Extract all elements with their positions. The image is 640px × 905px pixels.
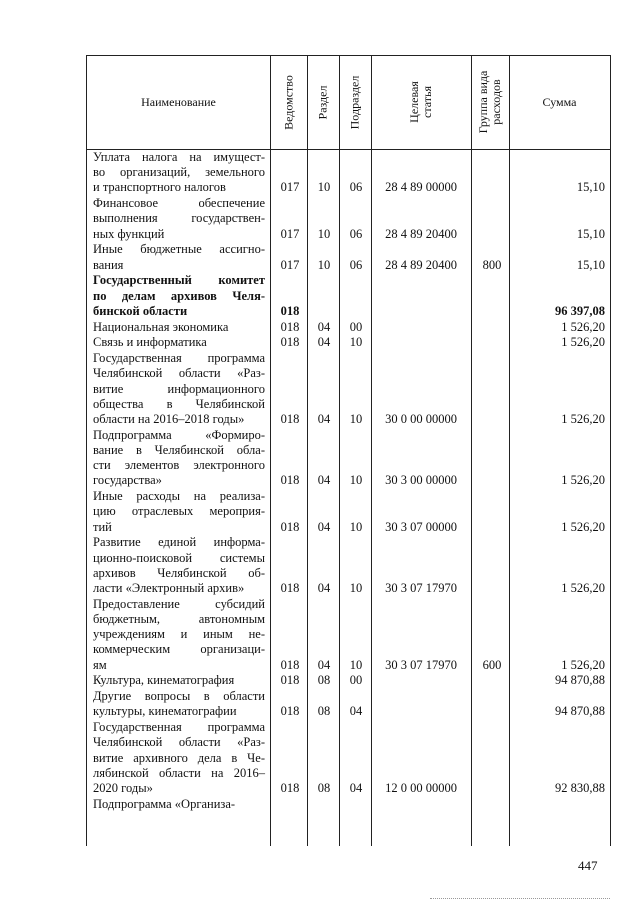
row-name-line: Связь и информатика [93,335,207,350]
row-name-line: и транспортного налогов [93,180,226,195]
row-name-line: Государственная программа [93,351,265,366]
row-dept: 018 [280,581,300,595]
header-target [408,64,434,140]
column-divider [339,56,340,846]
row-section: 04 [317,473,331,488]
row-target: 28 4 89 00000 [385,180,457,195]
row-subsection: 06 [349,257,363,272]
row-name-line: Иные расходы на реализа- [93,489,265,504]
row-dept: 018 [280,412,300,426]
column-divider [371,56,372,846]
row-name [93,489,265,535]
row-section: 04 [317,657,331,672]
row-name-line: Челябинской области «Раз- [93,735,265,750]
row-dept: 018 [280,704,300,719]
row-name [93,351,265,427]
row-name-line: витие архивного дела в Че- [93,750,265,765]
row-name-line: витие информационного [93,381,265,396]
row-name-line: архивов Челябинской об- [93,565,265,580]
header-group-line1: Группа вида [476,70,490,134]
row-section: 08 [317,673,331,688]
row-dept: 018 [280,303,300,318]
row-sum: 15,10 [576,180,605,195]
row-name-line: бинской области [93,303,188,318]
row-name-line: вания [93,257,124,272]
row-name-line: Подпрограмма «Формиро- [93,427,265,442]
row-sum: 1 526,20 [561,335,605,350]
row-sum: 1 526,20 [561,319,605,334]
row-name-line: государства» [93,473,162,488]
header-group-line2: расходов [489,79,503,125]
row-section: 08 [317,781,331,795]
row-dept: 017 [280,180,300,195]
row-name-line: учреждениям и иным не- [93,627,265,642]
row-section: 04 [317,412,331,426]
row-name [93,797,265,812]
row-section: 04 [317,319,331,334]
row-subsection: 06 [349,226,363,241]
row-name-line: Государственный комитет [93,273,265,288]
page-number: 447 [578,858,598,873]
row-name [93,689,265,719]
row-subsection: 10 [349,412,363,426]
row-sum: 15,10 [576,257,605,272]
row-name-line: ных функций [93,226,165,241]
row-name-line: Культура, кинематография [93,673,235,688]
row-name-line: Предоставление субсидий [93,596,265,611]
row-sum: 1 526,20 [561,519,605,534]
row-name [93,673,265,688]
row-name-line: Государственная программа [93,720,265,735]
row-subsection: 10 [349,335,363,350]
row-name [93,150,265,196]
row-dept: 018 [280,781,300,795]
row-name-line: Национальная экономика [93,319,229,334]
row-sum: 1 526,20 [561,412,605,426]
row-name-line: Иные бюджетные ассигно- [93,242,265,257]
row-name-line: Подпрограмма «Организа- [93,796,236,811]
header-sum: Сумма [542,95,577,109]
row-subsection: 06 [349,180,363,195]
row-subsection: 00 [349,673,363,688]
column-divider [270,56,271,846]
row-name-line: Челябинской области «Раз- [93,366,265,381]
row-name-line: цию отраслевых мероприя- [93,504,265,519]
budget-table [86,55,611,846]
row-name [93,597,265,673]
row-name-line: тий [93,519,112,534]
row-name-line: ласти «Электронный архив» [93,581,245,595]
row-dept: 017 [280,226,300,241]
row-sum: 1 526,20 [561,473,605,488]
row-name-line: Уплата налога на имущест- [93,150,265,164]
row-name [93,196,265,242]
row-name-line: ям [93,657,107,672]
header-subsection: Подраздел [347,75,362,130]
row-name [93,335,265,350]
row-subsection: 04 [349,704,363,719]
header-dept: Ведомство [281,75,296,130]
row-name-line: 2020 годы» [93,781,153,795]
row-name-line: ционно-поисковой системы [93,550,265,565]
row-target: 30 3 07 17970 [385,581,457,595]
row-dept: 018 [280,335,300,350]
header-target-line2: статья [420,86,434,118]
row-subsection: 04 [349,781,363,795]
row-target: 12 0 00 00000 [385,781,457,795]
header-group [477,64,503,140]
row-name-line: сти элементов электронного [93,458,265,473]
column-divider [471,56,472,846]
row-name-line: Развитие единой информа- [93,535,265,550]
row-name-line: выполнения государствен- [93,211,265,226]
row-target: 30 3 07 17970 [385,657,457,672]
row-dept: 018 [280,657,300,672]
header-section: Раздел [315,85,330,120]
row-sum: 94 870,88 [555,673,605,688]
row-name-line: Другие вопросы в области [93,689,265,704]
column-divider [509,56,510,846]
row-section: 08 [317,704,331,719]
row-sum: 1 526,20 [561,581,605,595]
row-name [93,720,265,796]
row-target: 30 3 07 00000 [385,519,457,534]
row-name-line: общества в Челябинской [93,396,265,411]
row-name [93,428,265,489]
row-name [93,535,265,596]
row-sum: 1 526,20 [561,657,605,672]
row-dept: 018 [280,673,300,688]
row-dept: 018 [280,473,300,488]
row-sum: 94 870,88 [555,704,605,719]
row-section: 10 [317,180,331,195]
row-target: 30 0 00 00000 [385,412,457,426]
row-dept: 018 [280,519,300,534]
row-group: 800 [482,257,502,272]
row-name-line: вание в Челябинской обла- [93,443,265,457]
row-group: 600 [482,657,502,672]
row-sum: 92 830,88 [555,781,605,795]
row-section: 04 [317,581,331,595]
row-subsection: 10 [349,581,363,595]
row-name [93,320,265,335]
row-dept: 018 [280,319,300,334]
row-subsection: 10 [349,473,363,488]
row-section: 10 [317,226,331,241]
row-name-line: по делам архивов Челя- [93,288,265,303]
row-subsection: 00 [349,319,363,334]
row-name-line: бюджетным, автономным [93,612,265,626]
column-divider [307,56,308,846]
row-target: 28 4 89 20400 [385,226,457,241]
row-name-line: лябинской области на 2016– [93,765,265,780]
row-name-line: во организаций, земельного [93,165,265,180]
row-subsection: 10 [349,657,363,672]
scan-artifact-line [430,898,610,899]
row-name [93,242,265,272]
row-name-line: области на 2016–2018 годы» [93,412,245,426]
row-subsection: 10 [349,519,363,534]
row-section: 04 [317,335,331,350]
row-section: 04 [317,519,331,534]
header-target-line1: Целевая [407,81,421,123]
row-target: 28 4 89 20400 [385,257,457,272]
row-sum: 15,10 [576,226,605,241]
row-target: 30 3 00 00000 [385,473,457,488]
row-name-line: Финансовое обеспечение [93,196,265,211]
row-name-line: культуры, кинематографии [93,704,237,719]
row-name-line: коммерческим организаци- [93,642,265,657]
row-dept: 017 [280,257,300,272]
row-sum: 96 397,08 [555,303,605,318]
header-name: Наименование [141,95,216,109]
row-section: 10 [317,257,331,272]
row-name [93,273,265,319]
